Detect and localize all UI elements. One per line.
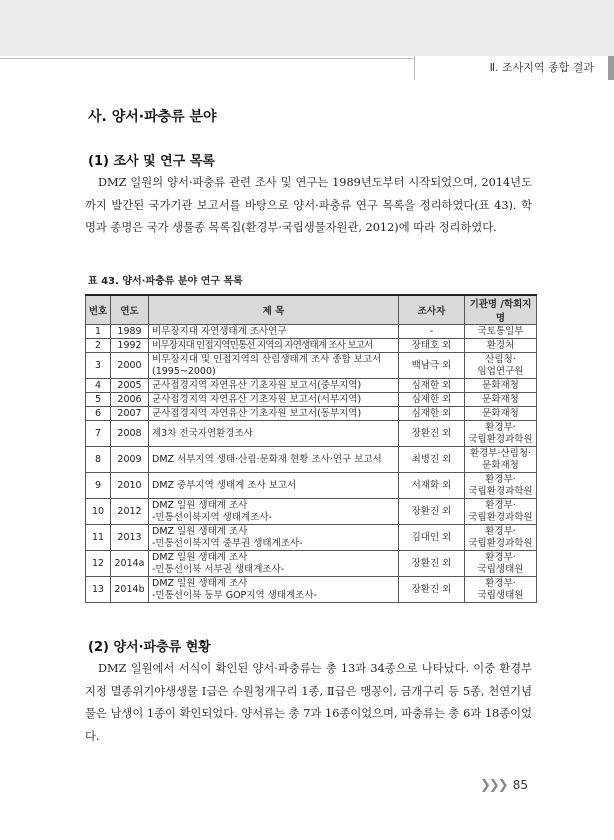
cell-year-text: 2006 (117, 393, 142, 405)
cell-org-text: 환경부· (485, 577, 516, 589)
cell-no-text: 3 (94, 359, 102, 371)
cell-author-text: 장환진 외 (411, 557, 452, 569)
table-row (86, 447, 537, 473)
header-band (0, 0, 614, 56)
cell-author (399, 473, 465, 499)
cell-author (399, 339, 465, 353)
cell-author-text: 백남극 외 (411, 359, 452, 371)
cell-author (399, 393, 465, 407)
table-row (86, 551, 537, 577)
cell-title-text: DMZ 일원 생태계 조사 (152, 499, 248, 511)
cell-year (111, 447, 149, 473)
cell-author-text: 심재한 외 (411, 393, 452, 405)
cell-author-text: 장환진 외 (411, 583, 452, 595)
cell-no-text: 9 (94, 479, 102, 491)
cell-org-text: 환경처 (486, 339, 515, 351)
table-caption: 표 43. 양서·파충류 분야 연구 목록 (88, 276, 243, 287)
cell-org-text: 환경부· (485, 421, 516, 433)
cell-no-text: 4 (94, 379, 102, 391)
cell-title-text: 군사접경지역 자연유산 기초자원 보고서(중부지역) (152, 379, 362, 391)
paragraph-research-list (85, 172, 532, 240)
cell-no (86, 421, 111, 447)
cell-org (465, 551, 537, 577)
cell-year-text: 1989 (117, 325, 142, 337)
cell-title-text: 비무장지대 인접지역민통선 지역의 자연생태계 조사 보고서 (152, 339, 373, 351)
cell-no-text: 12 (91, 557, 105, 569)
cell-author (399, 421, 465, 447)
cell-title (149, 499, 399, 525)
page-number: 85 (512, 778, 528, 792)
cell-author (399, 353, 465, 379)
cell-title-text: DMZ 일원 생태계 조사 (152, 577, 248, 589)
cell-title-text: 제3차 전국자연환경조사 (152, 427, 253, 439)
cell-author (399, 577, 465, 603)
cell-author-text: 장태호 외 (411, 339, 452, 351)
cell-title-text: DMZ 일원 생태계 조사 (152, 551, 248, 563)
cell-author (399, 407, 465, 421)
cell-author (399, 551, 465, 577)
cell-title (149, 393, 399, 407)
cell-no (86, 407, 111, 421)
cell-year-text: 2007 (117, 407, 142, 419)
table-row (86, 525, 537, 551)
cell-no-text: 1 (94, 325, 102, 337)
cell-author-text: - (429, 325, 434, 337)
cell-no-text: 11 (91, 531, 105, 543)
cell-author (399, 447, 465, 473)
cell-no-text: 10 (91, 505, 105, 517)
cell-org-text: 문화재청 (482, 407, 519, 419)
cell-author-text: 심재한 외 (411, 407, 452, 419)
cell-no (86, 447, 111, 473)
cell-year (111, 325, 149, 339)
cell-no (86, 551, 111, 577)
cell-title (149, 525, 399, 551)
table-body (86, 325, 537, 603)
cell-org (465, 393, 537, 407)
cell-year-text: 2012 (117, 505, 142, 517)
table-row (86, 499, 537, 525)
cell-author-text: 서재화 외 (411, 479, 452, 491)
cell-year (111, 525, 149, 551)
cell-author (399, 325, 465, 339)
cell-title-text: -민통선이북 동부 GOP지역 생태계조사- (152, 589, 317, 601)
cell-org (465, 421, 537, 447)
table-row (86, 353, 537, 379)
header-author: 조사자 (399, 295, 465, 325)
cell-title-text: DMZ 서부지역 생태·산림·문화재 현황 조사·연구 보고서 (152, 453, 382, 465)
cell-title-text: -민통선이북지역 생태계조사- (152, 511, 273, 523)
cell-author-text: 김대인 외 (411, 531, 452, 543)
cell-org-text: 산림청· (485, 353, 516, 365)
cell-no (86, 473, 111, 499)
cell-org (465, 325, 537, 339)
cell-no (86, 577, 111, 603)
cell-no (86, 379, 111, 393)
table-row (86, 473, 537, 499)
cell-org (465, 447, 537, 473)
table-row (86, 393, 537, 407)
cell-author (399, 379, 465, 393)
cell-org (465, 407, 537, 421)
cell-title-text: 군사접경지역 자연유산 기초자원 보고서(동부지역) (152, 407, 362, 419)
cell-org-text: 환경부·산림청· (469, 447, 532, 459)
header-year: 연도 (111, 295, 149, 325)
cell-org (465, 339, 537, 353)
cell-year (111, 407, 149, 421)
cell-title-text: DMZ 일원 생태계 조사 (152, 525, 248, 537)
cell-title-text: 비무장지대 및 인접지역의 산림생태계 조사 종합 보고서 (152, 353, 382, 365)
cell-title (149, 473, 399, 499)
cell-org-text: 문화재청 (482, 393, 519, 405)
cell-title-text: 비무장지대 자연생태계 조사연구 (152, 325, 287, 337)
cell-org-text: 환경부· (485, 473, 516, 485)
cell-year-text: 2000 (117, 359, 142, 371)
cell-year-text: 2009 (117, 453, 142, 465)
cell-org (465, 577, 537, 603)
cell-year (111, 551, 149, 577)
cell-title (149, 379, 399, 393)
cell-author (399, 499, 465, 525)
cell-title (149, 353, 399, 379)
cell-no (86, 393, 111, 407)
cell-org-text: 국립생태원 (477, 589, 524, 601)
table-row (86, 325, 537, 339)
chapter-label: Ⅱ. 조사지역 종합 결과 (414, 56, 614, 80)
cell-year-text: 2014a (114, 557, 145, 569)
header-org: 기관명 /학회지명 (465, 295, 537, 325)
cell-year-text: 2010 (117, 479, 142, 491)
subsection-title-2: (2) 양서·파충류 현황 (88, 640, 211, 655)
cell-year (111, 339, 149, 353)
page-footer (480, 778, 528, 793)
cell-title (149, 551, 399, 577)
paragraph-status (85, 658, 532, 748)
cell-year (111, 353, 149, 379)
cell-org-text: 환경부· (485, 525, 516, 537)
cell-org-text: 국립환경과학원 (468, 485, 533, 497)
table-row (86, 577, 537, 603)
cell-title (149, 339, 399, 353)
cell-year-text: 2013 (117, 531, 142, 543)
cell-org-text: 환경부· (485, 499, 516, 511)
cell-org-text: 국립환경과학원 (468, 433, 533, 445)
cell-no-text: 13 (91, 583, 105, 595)
cell-author-text: 최병진 외 (411, 453, 452, 465)
cell-year (111, 379, 149, 393)
header-title: 제 목 (149, 295, 399, 325)
cell-org (465, 525, 537, 551)
cell-title (149, 447, 399, 473)
subsection-title-1: (1) 조사 및 연구 목록 (88, 154, 215, 169)
cell-no-text: 2 (94, 339, 102, 351)
cell-year (111, 499, 149, 525)
research-table (85, 294, 537, 603)
cell-no-text: 8 (94, 453, 102, 465)
table-header-row (86, 295, 537, 325)
cell-year-text: 2008 (117, 427, 142, 439)
cell-no (86, 339, 111, 353)
table-row (86, 407, 537, 421)
cell-title (149, 421, 399, 447)
cell-org-text: 문화재청 (482, 459, 519, 471)
cell-org-text: 임업연구원 (477, 365, 524, 377)
cell-year (111, 393, 149, 407)
chapter-tab-marker (608, 56, 614, 80)
cell-org (465, 473, 537, 499)
cell-year (111, 473, 149, 499)
paragraph-text: DMZ 일원의 양서·파충류 관련 조사 및 연구는 1989년도부터 시작되었으며, 2014년도까지 발간된 국가기관 보고서를 바탕으로 양서·파충류 연구 목록을 정리하였다(표 43). 학명과 종명은 국가 생물종 목록집(환경부·국립생물자원관, 2012)에 따라 정리하였다. (85, 176, 532, 234)
header-no: 번호 (86, 295, 111, 325)
cell-title-text: -민통선이북지역 중부권 생태계조사- (152, 537, 303, 549)
table-row (86, 379, 537, 393)
table-row (86, 339, 537, 353)
cell-no-text: 5 (94, 393, 102, 405)
cell-no (86, 353, 111, 379)
cell-title (149, 577, 399, 603)
cell-org-text: 문화재청 (482, 379, 519, 391)
cell-author (399, 525, 465, 551)
cell-no-text: 6 (94, 407, 102, 419)
cell-author-text: 장환진 외 (411, 505, 452, 517)
cell-year (111, 421, 149, 447)
cell-no (86, 325, 111, 339)
cell-no (86, 525, 111, 551)
cell-org (465, 379, 537, 393)
cell-title (149, 407, 399, 421)
cell-year-text: 1992 (117, 339, 142, 351)
cell-author-text: 장환진 외 (411, 427, 452, 439)
cell-year-text: 2014b (114, 583, 145, 595)
cell-year (111, 577, 149, 603)
cell-org-text: 국립생태원 (477, 563, 524, 575)
paragraph-text: DMZ 일원에서 서식이 확인된 양서·파충류는 총 13과 34종으로 나타났다. 이중 환경부 지정 멸종위기야생생물 Ⅰ급은 수원청개구리 1종, Ⅱ급은 맹꽁이, 금개구리 등 5종, 천연기념물은 남생이 1종이 확인되었다. 양서류는 총 7과 16종이었으며, 파충류는 총 6과 18종이었다. (85, 662, 532, 743)
cell-title-text: 군사접경지역 자연유산 기초자원 보고서(서부지역) (152, 393, 362, 405)
cell-no (86, 499, 111, 525)
cell-org (465, 353, 537, 379)
cell-no-text: 7 (94, 427, 102, 439)
cell-author-text: 심재한 외 (411, 379, 452, 391)
cell-year-text: 2005 (117, 379, 142, 391)
table-row (86, 421, 537, 447)
cell-org-text: 국립환경과학원 (468, 511, 533, 523)
cell-org-text: 환경부· (485, 551, 516, 563)
arrow-icon: ❯❯❯ (480, 778, 507, 793)
cell-title (149, 325, 399, 339)
cell-title-text: (1995~2000) (152, 365, 216, 377)
cell-org-text: 국토통일부 (477, 325, 524, 337)
section-title: 사. 양서·파충류 분야 (88, 109, 217, 125)
cell-org-text: 국립환경과학원 (468, 537, 533, 549)
cell-title-text: DMZ 중부지역 생태계 조사 보고서 (152, 479, 297, 491)
cell-org (465, 499, 537, 525)
header-rule (0, 58, 420, 59)
cell-title-text: -민통선이북 서부권 생태계조사- (152, 563, 285, 575)
